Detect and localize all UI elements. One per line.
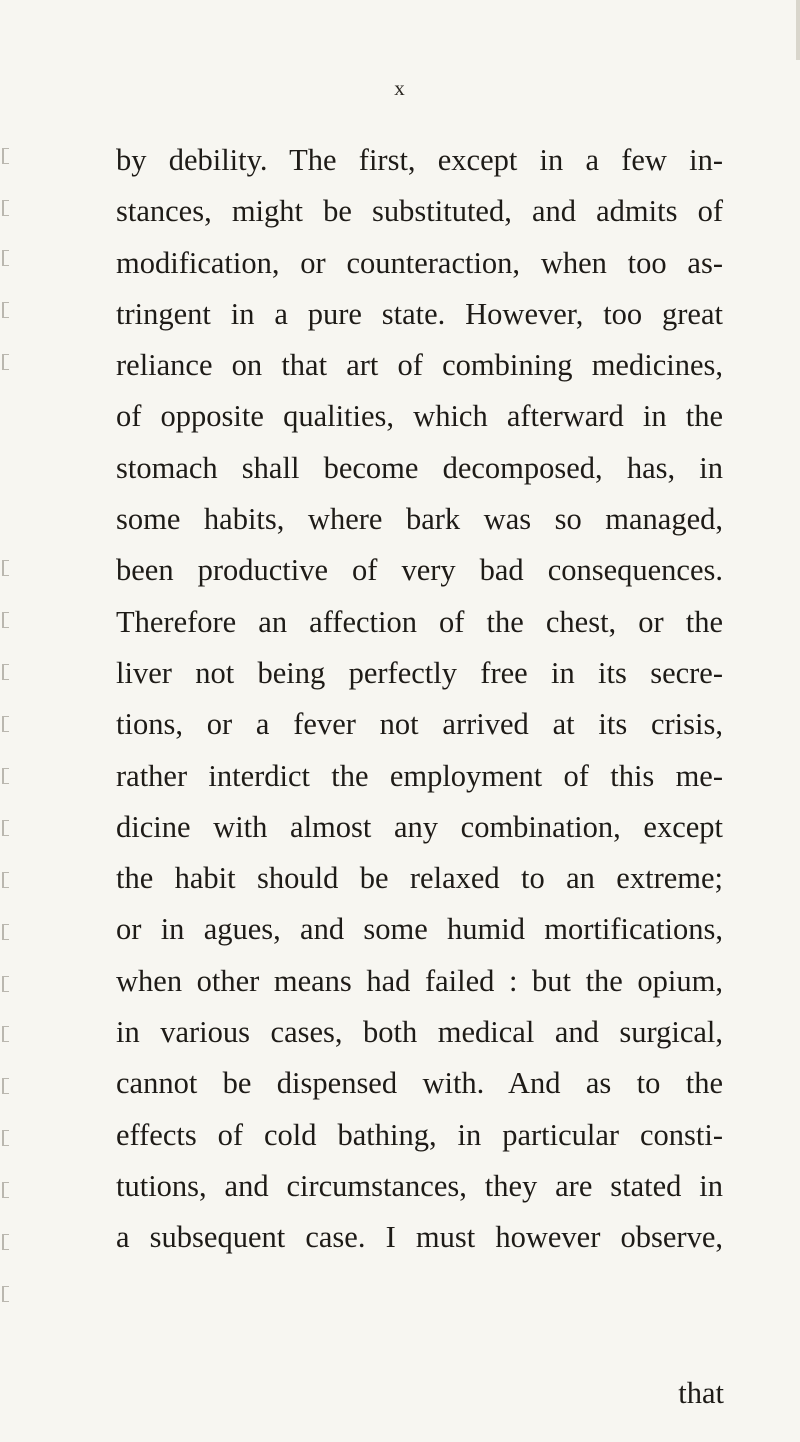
catchword: that: [678, 1376, 724, 1410]
text-line: tutions, and circumstances, they are stated in: [116, 1168, 723, 1203]
text-line: when other means had failed : but the opium,: [116, 963, 723, 998]
body-text: [116, 135, 723, 1264]
text-line: dicine with almost any combination, except: [116, 809, 723, 844]
text-line: effects of cold bathing, in particular consti-: [116, 1117, 723, 1152]
text-line: rather interdict the employment of this me-: [116, 758, 723, 793]
text-line: of opposite qualities, which afterward in the: [116, 399, 723, 434]
text-line: cannot be dispensed with. And as to the: [116, 1066, 723, 1101]
text-line: modification, or counteraction, when too as-: [116, 245, 723, 280]
facing-page-gutter: [0, 0, 14, 1442]
text-line: reliance on that art of combining medicines,: [116, 348, 723, 383]
text-line: tions, or a fever not arrived at its crisis,: [116, 707, 723, 742]
text-line: by debility. The first, except in a few in-: [116, 143, 723, 177]
page-edge: [796, 0, 800, 60]
page-number: x: [394, 76, 406, 100]
text-line: liver not being perfectly free in its secre-: [116, 655, 723, 690]
text-line: tringent in a pure state. However, too great: [116, 296, 723, 331]
text-line: in various cases, both medical and surgical,: [116, 1015, 723, 1050]
text-line: stomach shall become decomposed, has, in: [116, 450, 723, 485]
text-line: Therefore an affection of the chest, or the: [116, 604, 723, 639]
text-line: or in agues, and some humid mortifications,: [116, 912, 723, 947]
text-line: some habits, where bark was so managed,: [116, 502, 723, 537]
text-line: been productive of very bad consequences.: [116, 553, 723, 588]
text-line: stances, might be substituted, and admits of: [116, 194, 723, 229]
text-line: a subsequent case. I must however observe,: [116, 1220, 723, 1255]
text-line: the habit should be relaxed to an extreme;: [116, 861, 723, 896]
